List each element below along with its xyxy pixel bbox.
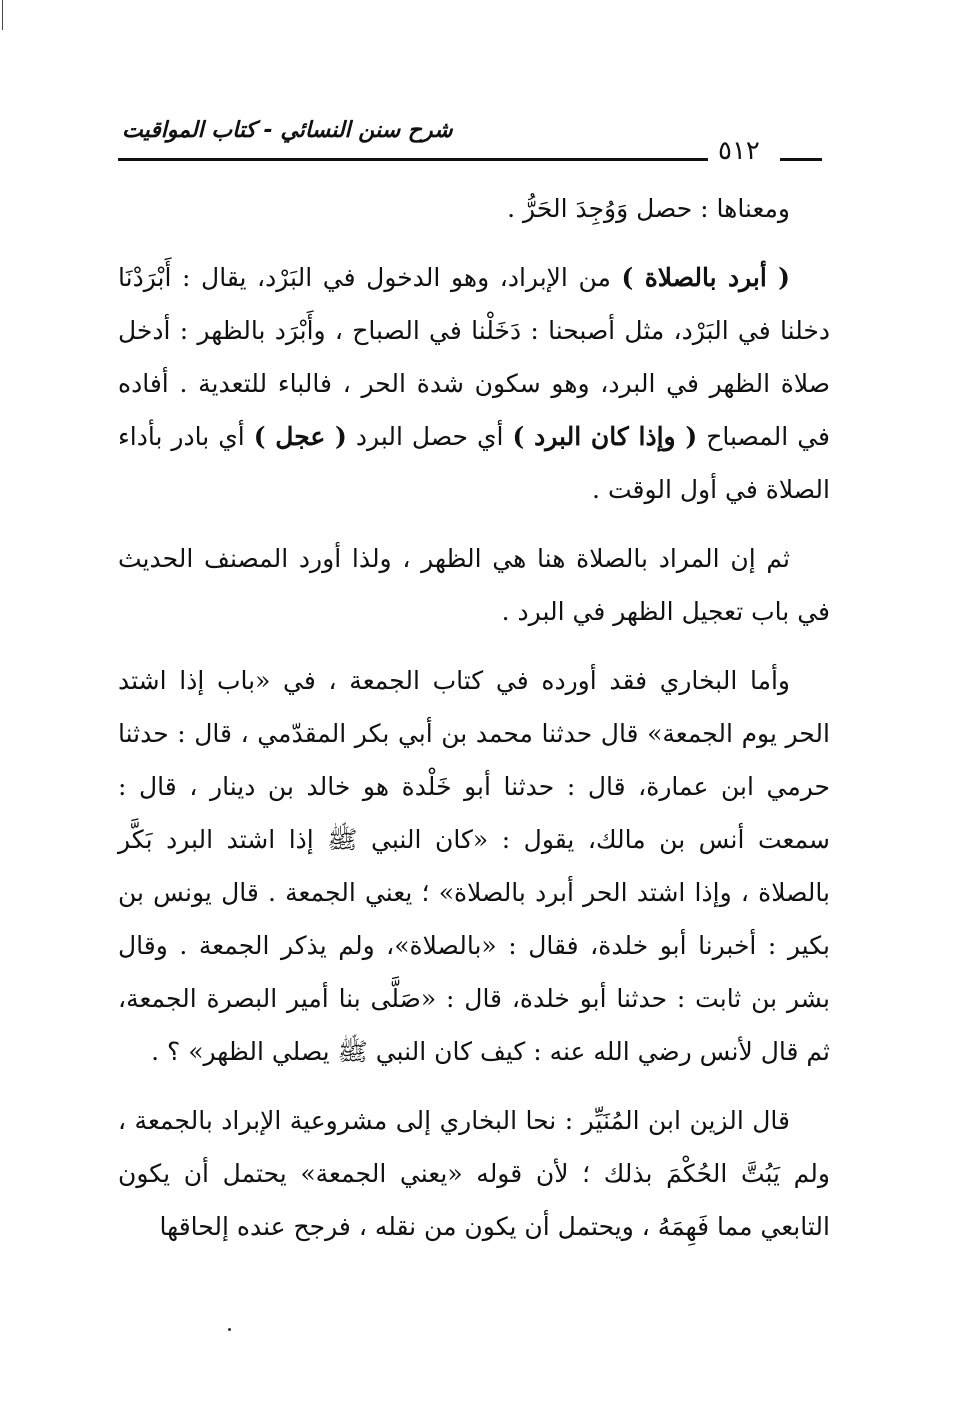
paragraph-text: ثم إن المراد بالصلاة هنا هي الظهر ، ولذا أورد المصنف الحديث في باب تعجيل الظهر في البرد . [118,544,830,626]
page-header [110,110,822,170]
header-rule-short [780,158,822,161]
paragraph [118,654,830,1078]
paragraph-text: وأما البخاري فقد أورده في كتاب الجمعة ، في «باب إذا اشتد الحر يوم الجمعة» قال حدثنا محمد بن أبي بكر المقدّمي ، قال : حدثنا حرمي ابن عمارة، قال : حدثنا أبو خَلْدة هو خالد بن دينار ، قال : سمعت أنس بن مالك، يقول : «كان النبي ﷺ إذا اشتد البرد بَكَّر بالصلاة ، وإذا اشتد الحر أبرد بالصلاة» ؛ يعني الجمعة . قال يونس بن بكير : أخبرنا أبو خلدة، فقال : «بالصلاة»، ولم يذكر الجمعة . وقال بشر بن ثابت : حدثنا أبو خلدة، قال : «صَلَّى بنا أمير البصرة الجمعة، ثم قال لأنس رضي الله عنه : كيف كان النبي ﷺ يصلي الظهر» ؟ . [118,666,830,1066]
page-number: ٥١٢ [718,136,760,166]
paragraph-text: ومعناها : حصل وَوُجِدَ الحَرُّ . [507,194,790,223]
body-text [118,182,830,1253]
paragraph-text: أي حصل البرد [346,422,513,451]
paragraph [118,251,830,516]
margin-line [2,0,3,30]
paragraph [118,1094,830,1253]
quoted-term: ( أبرد بالصلاة ) [621,263,790,292]
quoted-term: ( عجل ) [253,422,347,451]
paragraph-text: قال الزين ابن المُنَيِّر : نحا البخاري إلى مشروعية الإبراد بالجمعة ، ولم يَبُتَّ الحُكْمَ بذلك ؛ لأن قوله «يعني الجمعة» يحتمل أن يكون التابعي مما فَهِمَهُ ، ويحتمل أن يكون من نقله ، فرجح عنده إلحاقها [118,1106,830,1241]
header-rule [118,158,708,161]
paragraph [118,532,830,638]
paragraph [118,182,830,235]
paragraph-text: من الإبراد، وهو الدخول في البَرْد، يقال : أَبْرَدْنَا دخلنا في البَرْد، مثل أصبحنا : دَخَلْنا في الصباح ، وأَبْرَد بالظهر : أدخل صلاة الظهر في البرد، وهو سكون شدة الحر ، فالباء للتعدية . أفاده في المصباح [118,263,831,451]
paragraph-text: أي بادر بأداء الصلاة في أول الوقت . [118,422,830,504]
running-title: شرح سنن النسائي - كتاب المواقيت [122,118,453,143]
quoted-term: ( وإذا كان البرد ) [512,422,698,451]
stray-mark [228,1328,231,1331]
